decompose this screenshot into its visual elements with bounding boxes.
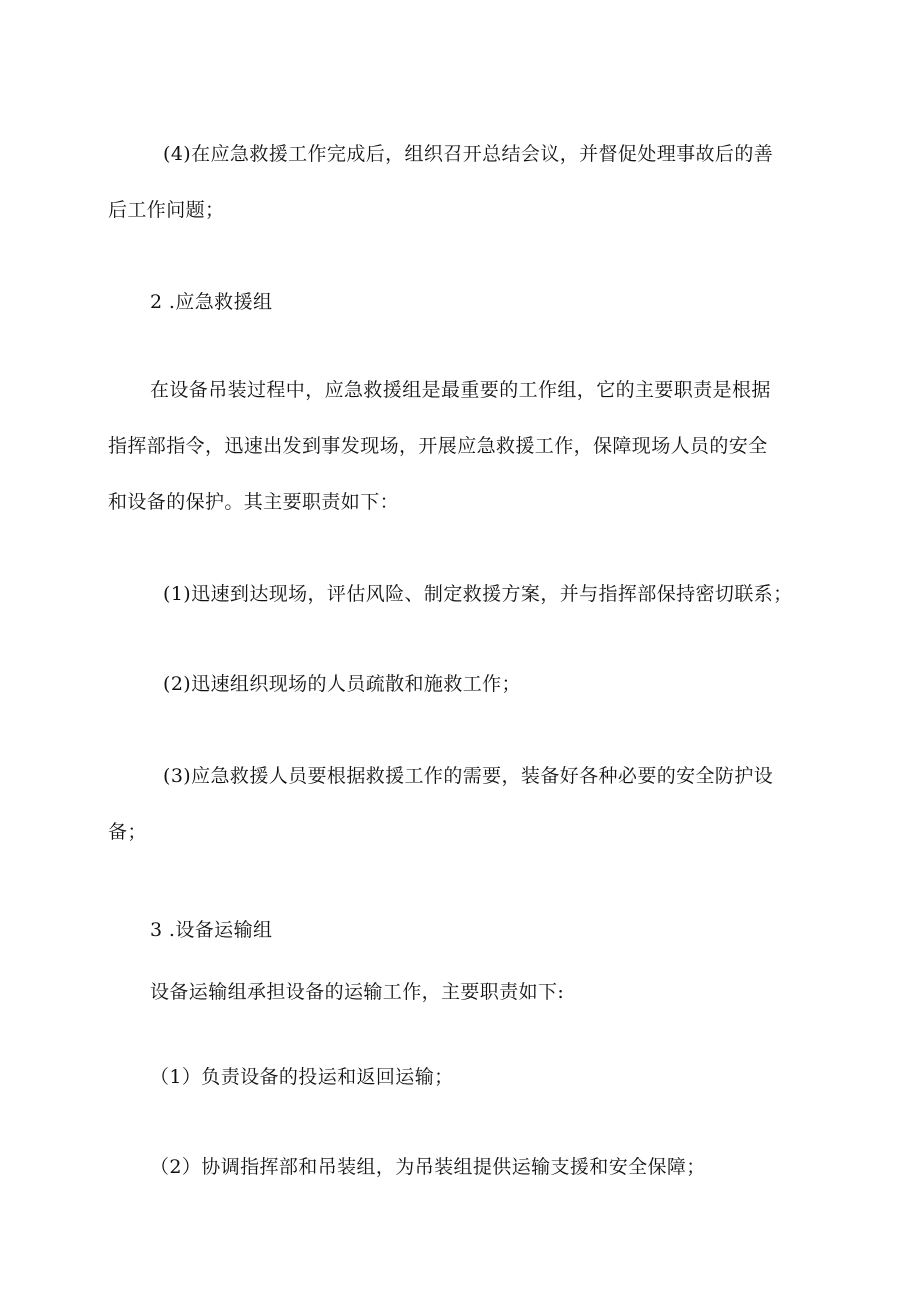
paragraph-item-4-line-1: (4)在应急救援工作完成后，组织召开总结会议，并督促处理事故后的善: [163, 143, 774, 165]
rescue-duty-item-1: (1)迅速到达现场，评估风险、制定救援方案，并与指挥部保持密切联系；: [163, 583, 793, 605]
paragraph-transport-intro: 设备运输组承担设备的运输工作，主要职责如下:: [150, 981, 565, 1003]
paragraph-rescue-intro-line-1: 在设备吊装过程中，应急救援组是最重要的工作组，它的主要职责是根据: [150, 379, 771, 401]
rescue-duty-item-3-line-1: (3)应急救援人员要根据救援工作的需要，装备好各种必要的安全防护设: [163, 765, 774, 787]
transport-duty-item-1: （1）负责设备的投运和返回运输；: [150, 1066, 454, 1088]
paragraph-item-4-line-2: 后工作问题；: [108, 199, 225, 221]
rescue-duty-item-2: (2)迅速组织现场的人员疏散和施救工作；: [163, 673, 521, 695]
rescue-duty-item-3-line-2: 备；: [108, 821, 147, 843]
section-heading-equipment-transport-group: 3 .设备运输组: [150, 919, 273, 941]
transport-duty-item-2: （2）协调指挥部和吊装组，为吊装组提供运输支援和安全保障；: [150, 1156, 706, 1178]
paragraph-rescue-intro-line-3: 和设备的保护。其主要职责如下：: [108, 491, 400, 513]
section-heading-emergency-rescue-group: 2 .应急救援组: [150, 291, 273, 313]
paragraph-rescue-intro-line-2: 指挥部指令，迅速出发到事发现场，开展应急救援工作，保障现场人员的安全: [108, 435, 768, 457]
